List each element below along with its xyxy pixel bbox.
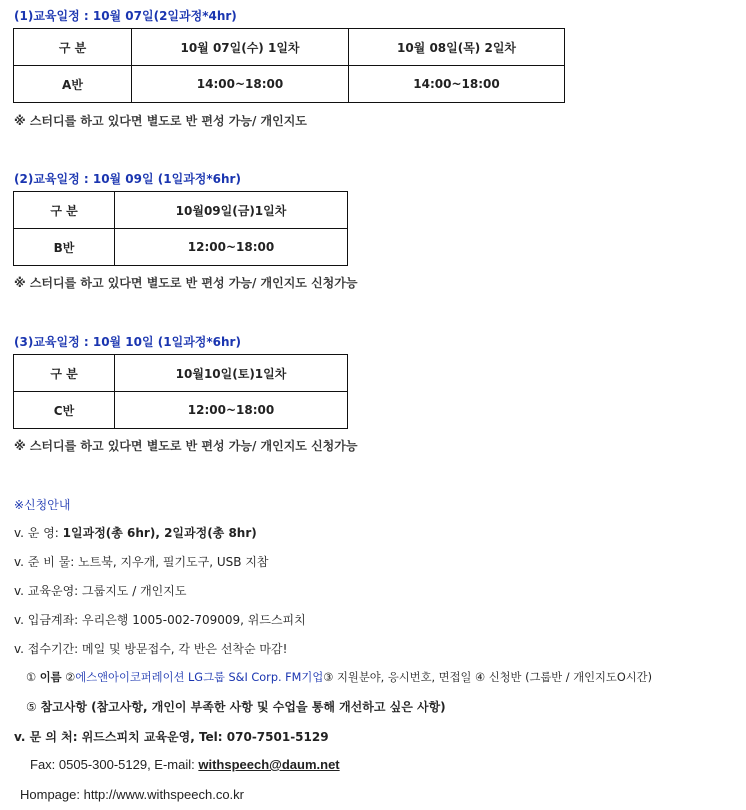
- header-cell: 구 분: [14, 355, 115, 392]
- fax-line: [30, 757, 340, 772]
- section3-table: [13, 354, 348, 429]
- item4-label: 신청반 (그룹반 / 개인지도O시간): [488, 671, 652, 684]
- item5-label: 참고사항 (참고사항, 개인이 부족한 사항 및 수업을 통해 개선하고 싶은 사항): [40, 700, 446, 714]
- prep-label: v. 준 비 물:: [14, 555, 79, 569]
- time-cell: 12:00~18:00: [115, 392, 348, 429]
- fax-text: Fax: 0505-300-5129, E-mail:: [30, 757, 199, 772]
- section1-note: ※ 스터디를 하고 있다면 별도로 반 편성 가능/ 개인지도: [14, 114, 307, 128]
- item1-number: ①: [26, 671, 37, 684]
- period-line: [14, 640, 287, 657]
- section2-title: (2)교육일정 : 10월 09일 (1일과정*6hr): [14, 172, 241, 186]
- item2-number: ②: [65, 671, 76, 684]
- tel-value: , Tel: 070-7501-5129: [190, 730, 329, 744]
- prep-line: [14, 553, 269, 570]
- form-item5-line: [26, 698, 446, 715]
- guide-title: ※신청안내: [14, 498, 71, 512]
- section2-note: ※ 스터디를 하고 있다면 별도로 반 편성 가능/ 개인지도 신청가능: [14, 276, 358, 290]
- account-value: 우리은행 1005-002-709009, 위드스피치: [82, 613, 306, 627]
- mode-label: v. 교육운영:: [14, 584, 83, 598]
- period-value: 메일 및 방문접수, 각 반은 선착순 마감!: [82, 642, 288, 656]
- contact-line: [14, 728, 329, 745]
- time-cell: 14:00~18:00: [132, 66, 349, 103]
- section2-table: [13, 191, 348, 266]
- header-cell: 구 분: [14, 29, 132, 66]
- header-cell: 10월09일(금)1일차: [115, 192, 348, 229]
- table-header-row: [14, 355, 348, 392]
- mode-line: [14, 582, 186, 599]
- contact-label: v. 문 의 처:: [14, 730, 82, 744]
- operation-value: 1일과정(총 6hr), 2일과정(총 8hr): [62, 526, 257, 540]
- section3-title: (3)교육일정 : 10월 10일 (1일과정*6hr): [14, 335, 241, 349]
- section1-table: [13, 28, 565, 103]
- section3-note: ※ 스터디를 하고 있다면 별도로 반 편성 가능/ 개인지도 신청가능: [14, 439, 358, 453]
- class-cell: A반: [14, 66, 132, 103]
- form-items-line: [26, 669, 652, 685]
- item1-label: 이름: [39, 671, 62, 684]
- table-row: [14, 229, 348, 266]
- operation-label: v. 운 영:: [14, 526, 63, 540]
- time-cell: 14:00~18:00: [349, 66, 565, 103]
- item2-label: 에스앤아이코퍼레이션 LG그룹 S&I Corp. FM기업: [75, 671, 324, 684]
- header-cell: 10월 07일(수) 1일차: [132, 29, 349, 66]
- table-row: [14, 392, 348, 429]
- class-cell: C반: [14, 392, 115, 429]
- section1-title: (1)교육일정 : 10월 07일(2일과정*4hr): [14, 9, 237, 23]
- header-cell: 10월10일(토)1일차: [115, 355, 348, 392]
- prep-value: 노트북, 지우개, 필기도구, USB 지참: [78, 555, 269, 569]
- email-link[interactable]: withspeech@daum.net: [198, 757, 340, 772]
- contact-value: 위드스피치 교육운영: [81, 730, 191, 744]
- item5-number: ⑤: [26, 700, 37, 714]
- class-cell: B반: [14, 229, 115, 266]
- operation-line: [14, 524, 257, 541]
- table-header-row: [14, 192, 348, 229]
- period-label: v. 접수기간:: [14, 642, 83, 656]
- account-line: [14, 611, 306, 628]
- item3-number: ③: [323, 671, 334, 684]
- table-row: [14, 66, 565, 103]
- mode-value: 그룹지도 / 개인지도: [82, 584, 187, 598]
- table-header-row: [14, 29, 565, 66]
- account-label: v. 입금계좌:: [14, 613, 83, 627]
- item4-number: ④: [475, 671, 486, 684]
- item3-label: 지원분야, 응시번호, 면접일: [337, 671, 472, 684]
- time-cell: 12:00~18:00: [115, 229, 348, 266]
- header-cell: 10월 08일(목) 2일차: [349, 29, 565, 66]
- header-cell: 구 분: [14, 192, 115, 229]
- homepage-line[interactable]: Hompage: http://www.withspeech.co.kr: [20, 787, 244, 802]
